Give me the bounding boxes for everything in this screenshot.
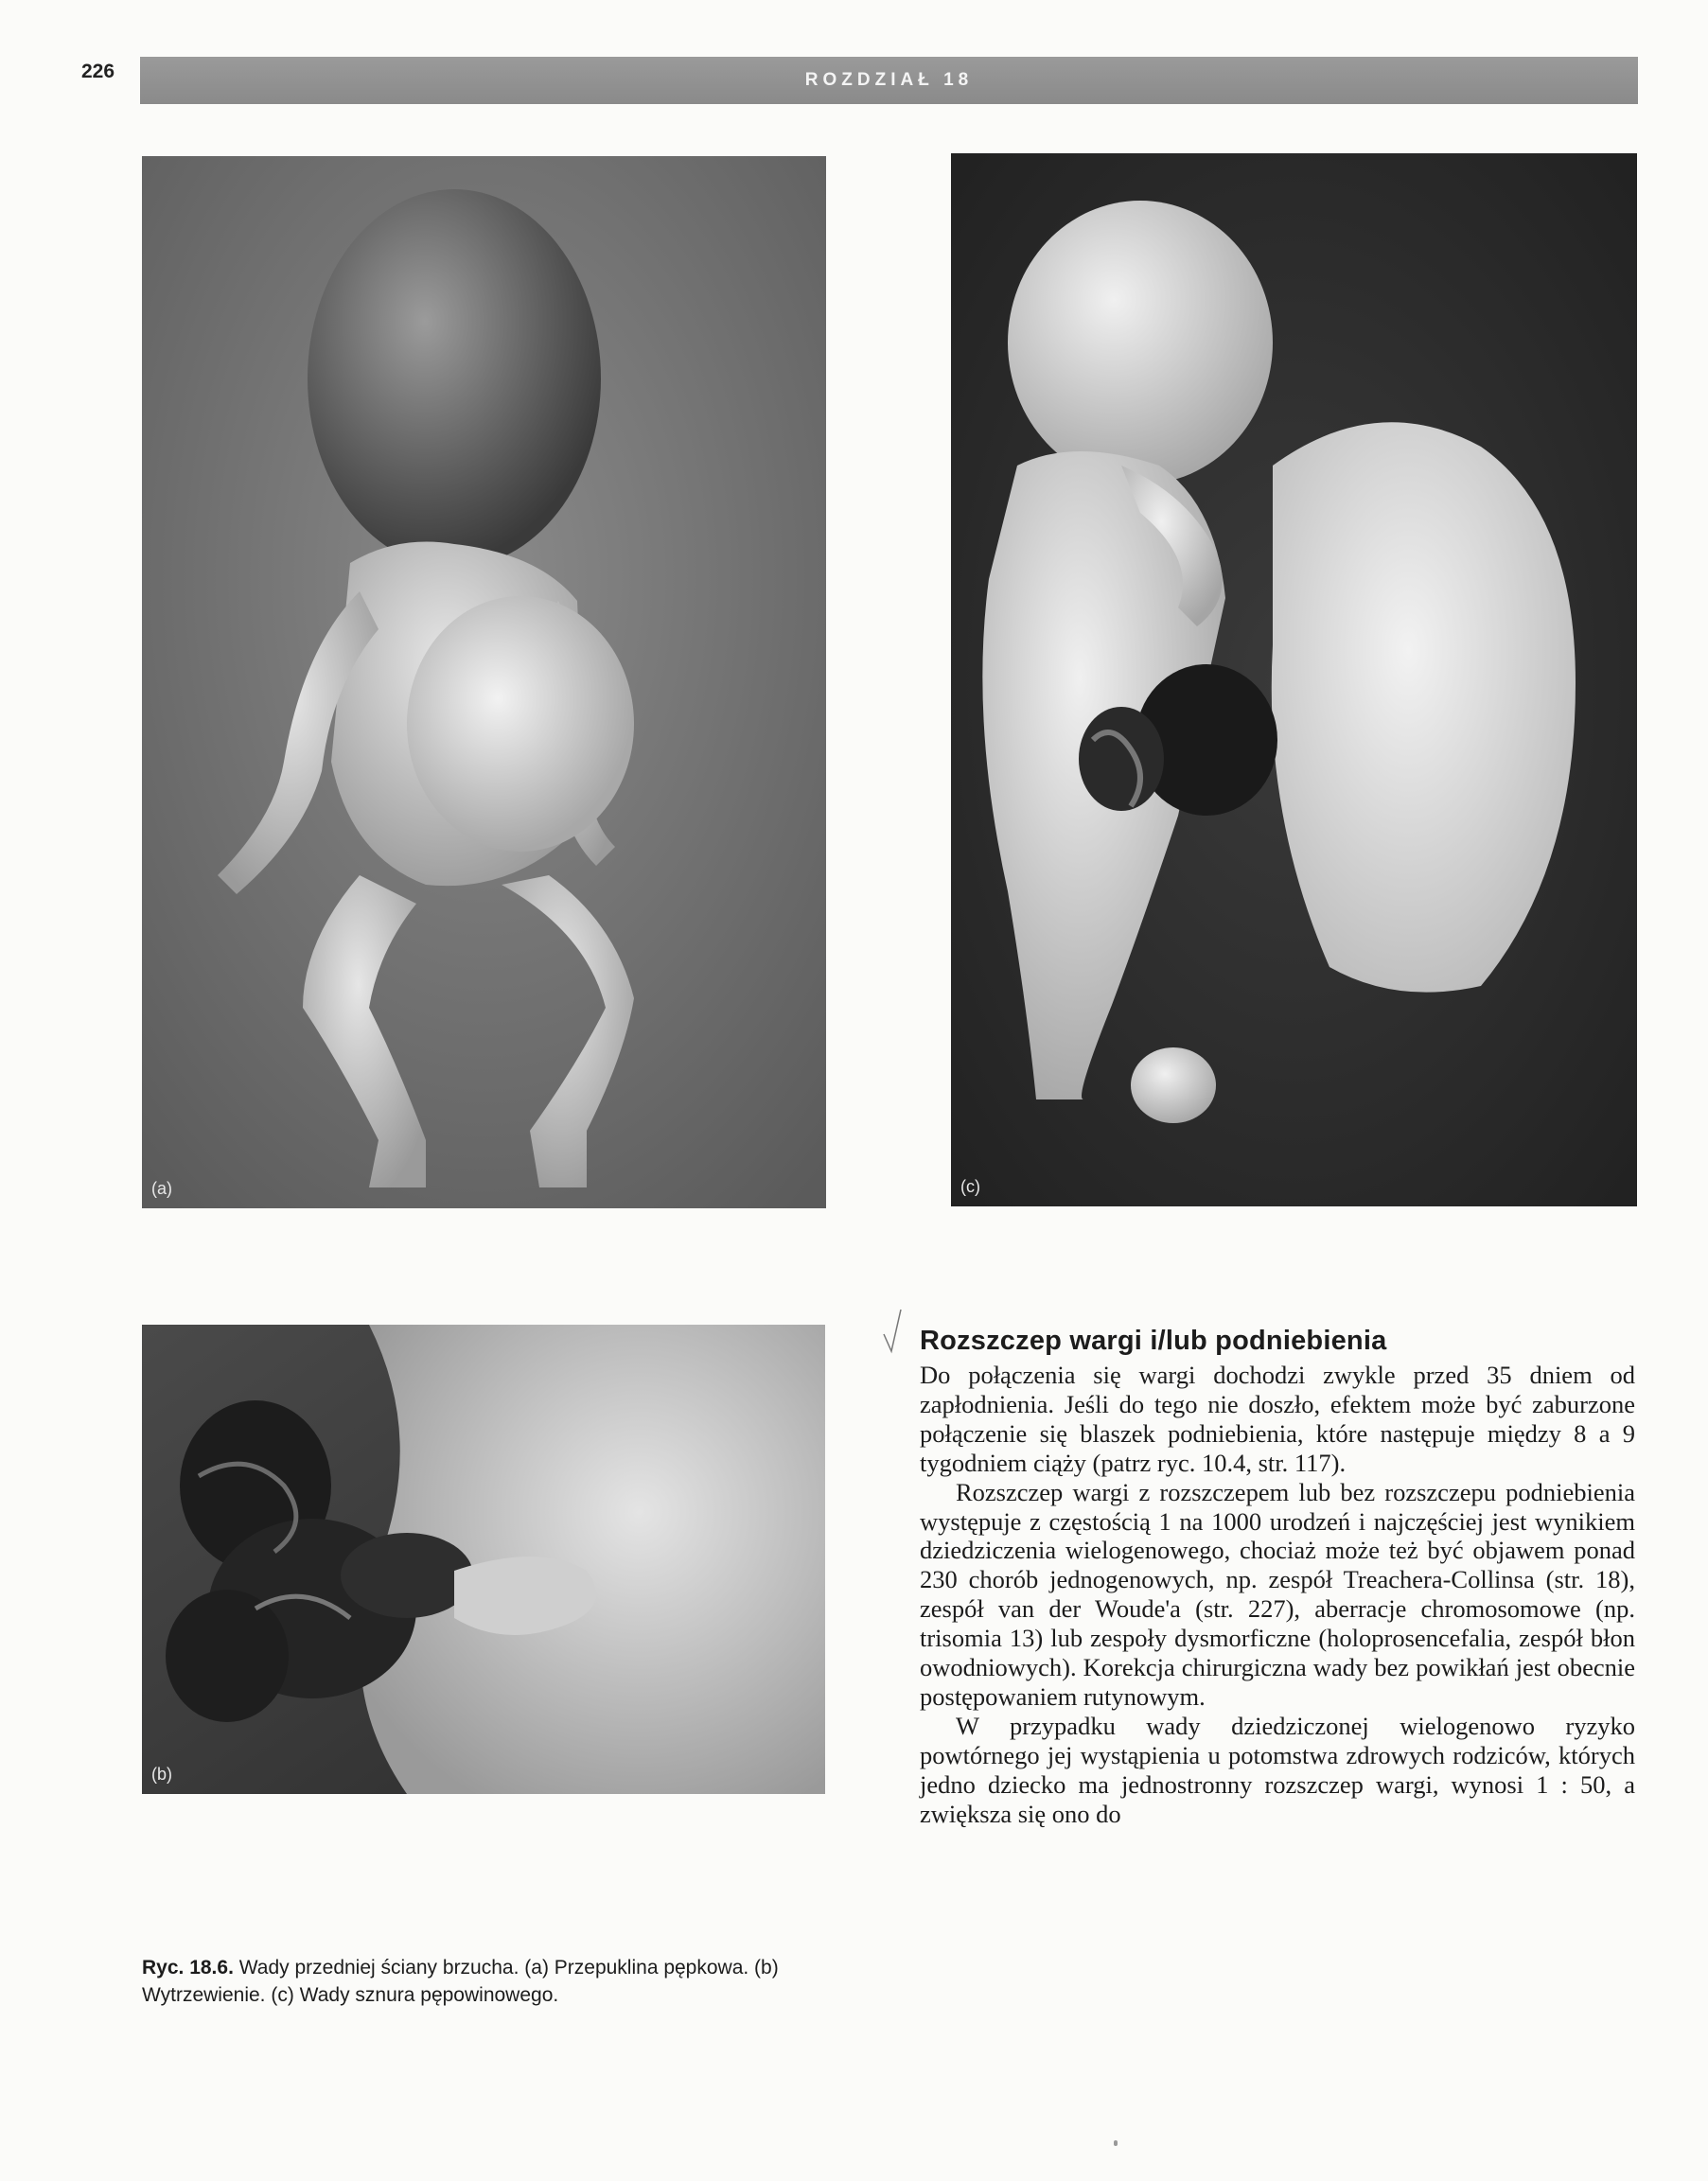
chapter-title: ROZDZIAŁ 18 <box>804 70 974 90</box>
figure-caption-text: Wady przedniej ściany brzucha. (a) Przepuklina pępkowa. (b) Wytrzewienie. (c) Wady sznura pępowinowego. <box>142 1957 779 2006</box>
figure-label-b: (b) <box>151 1765 172 1784</box>
figure-caption <box>142 1954 861 2009</box>
section-heading: Rozszczep wargi i/lub podniebienia <box>920 1326 1387 1356</box>
figure-photo-c <box>951 153 1637 1206</box>
figure-photo-b <box>142 1325 825 1794</box>
fetus-photo-gastroschisis-icon <box>142 1325 825 1794</box>
paragraph-2: Rozszczep wargi z rozszczepem lub bez rozszczepu podniebienia występuje z częstością 1 na 1000 urodzeń i najczęściej jest wynikiem dziedziczenia wielogenowego, chociaż może też być objawem ponad 230 chorób jednogenowych, np. zespół Treachera-Collinsa (str. 18), zespół van der Woude'a (str. 227), aberracje chromosomowe (np. trisomia 13) lub zespoły dysmorficzne (holoprosencefalia, zespół błon owodniowych). Korekcja chirurgiczna wady bez powikłań jest obecnie postępowaniem rutynowym. <box>920 1477 1635 1711</box>
chapter-header-bar <box>140 57 1638 104</box>
page-speck <box>1114 2140 1118 2146</box>
handwritten-check-mark-icon <box>882 1308 903 1355</box>
article-column <box>920 1325 1635 1829</box>
fetus-photo-body-stalk-anomaly-icon <box>951 153 1637 1206</box>
figure-caption-lead: Ryc. 18.6. <box>142 1957 234 1979</box>
paragraph-1: Do połączenia się wargi dochodzi zwykle przed 35 dniem od zapłodnienia. Jeśli do tego nie doszło, efektem może być zaburzone połączenie się blaszek podniebienia, które następuje między 8 a 9 tygodniem ciąży (patrz ryc. 10.4, str. 117). <box>920 1361 1635 1477</box>
figure-label-c: (c) <box>960 1177 980 1196</box>
fetus-photo-omphalocele-icon <box>142 156 826 1208</box>
figure-label-a: (a) <box>151 1179 172 1198</box>
figure-photo-a <box>142 156 826 1208</box>
page-number: 226 <box>81 61 115 82</box>
paragraph-3: W przypadku wady dziedziczonej wielogenowo ryzyko powtórnego jej wystąpienia u potomstwa zdrowych rodziców, których jedno dziecko ma jednostronny rozszczep wargi, wynosi 1 : 50, a zwiększa się ono do <box>920 1711 1635 1828</box>
